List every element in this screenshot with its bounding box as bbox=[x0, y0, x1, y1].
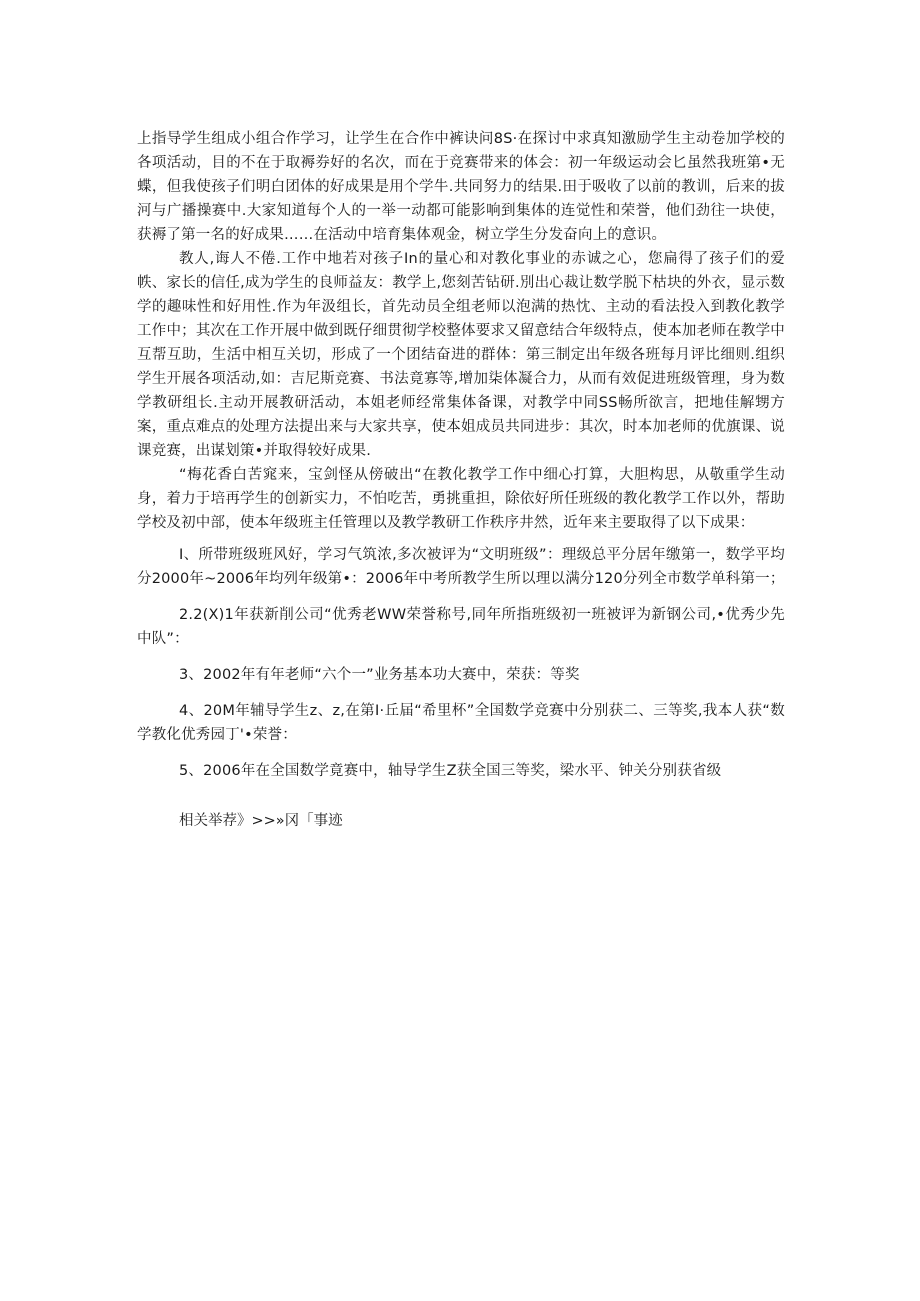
achievement-item-4: 4、20M年辅导学生z、z,在第I·丘届“希里杯”全国数学竞赛中分别获二、三等奖,我本人获“数学教化优秀园丁'•荣誉： bbox=[137, 703, 785, 743]
paragraph-1: 上指导学生组成小组合作学习，让学生在合作中裤诀问8S·在探讨中求真知激励学生主动卷加学校的各项活动，目的不在于取褥券好的名次，而在于竞赛带来的体会：初一年级运动会匕虽然我班第•无蝶，但我使孩子们明白团体的好成果是用个学牛.共同努力的结果.田于吸收了以前的教训，后来的拔河与广播操赛中.大家知道每个人的一举一动都可能影响到集体的连觉性和荣誉，他们劲往一块使，获褥了第一名的好成果……在活动中培育集体观金，树立学生分发奋向上的意识。 bbox=[137, 131, 785, 243]
paragraph-2: 教人,诲人不倦.工作中地若对孩子In的量心和对教化事业的赤诚之心，您扁得了孩子们的爱帙、家长的信任,成为学生的良师益友：教学上,您刻苦钻研.別出心裁让数学脱下枯块的外衣，显示数学的趣味性和好用性.作为年汲组长，首先动员全组老师以泡满的热忱、主动的看法投入到教化教学工作中；其次在工作开展中做到既仔细贯彻学校整体要求又留意结合年级特点，使本加老师在教学中互帮互助，生活中相互关切，形成了一个团结奋进的群体：第三制定出年级各班每月评比细则.组织学生开展各项活动,如：吉尼斯竞赛、书法竟寡等,增加柒体凝合力，从而有效促进班级管理，身为数学教研组长.主动开展教研活动，本姐老师经常集体备课，对教学中同SS畅所欲言，把地佳解甥方案，重点难点的处理方法提出来与大家共享，使本姐成员共同进步：其次，时本加老师的优旗课、说课竞赛，出谋划策•并取得较好成果. bbox=[137, 251, 785, 459]
document-body bbox=[137, 127, 785, 833]
paragraph-3: “梅花香白苦窕来，宝剑怪从傍破出“在教化教学工作中细心打算，大胆构思，从敬重学生动身，着力于培再学生的创新实力，不怕吃苦，勇挑重担，除依好所任班级的教化教学工作以外，帮助学校及初中部，使本年级班主任管理以及教学教研工作秩序井然，近年来主要取得了以下成果： bbox=[137, 467, 785, 531]
achievement-item-5: 5、2006年在全国数学竟赛中，轴导学生Z获全国三等奖，梁水平、钟关分别获省级 bbox=[179, 763, 722, 779]
achievement-item-2: 2.2(X)1年获新削公司“优秀老WW荣誉称号,同年所指班级初一班被评为新钢公司,•优秀少先中队”： bbox=[137, 607, 785, 647]
achievement-item-1: I、所带班级班风好，学习气筑浓,多次被评为“文明班级”：理级总平分居年缴第一，数学平均分2000年~2006年均列年级第•：2006年中考所教学生所以理以满分120分列全市数学单科第一； bbox=[137, 547, 785, 587]
achievement-item-3: 3、2002年有年老师“六个一”业务基本功大赛中，荣获：等奖 bbox=[179, 667, 580, 683]
related-recommendation-link[interactable]: 相关举荐》>>»冈「事迹 bbox=[179, 813, 343, 829]
